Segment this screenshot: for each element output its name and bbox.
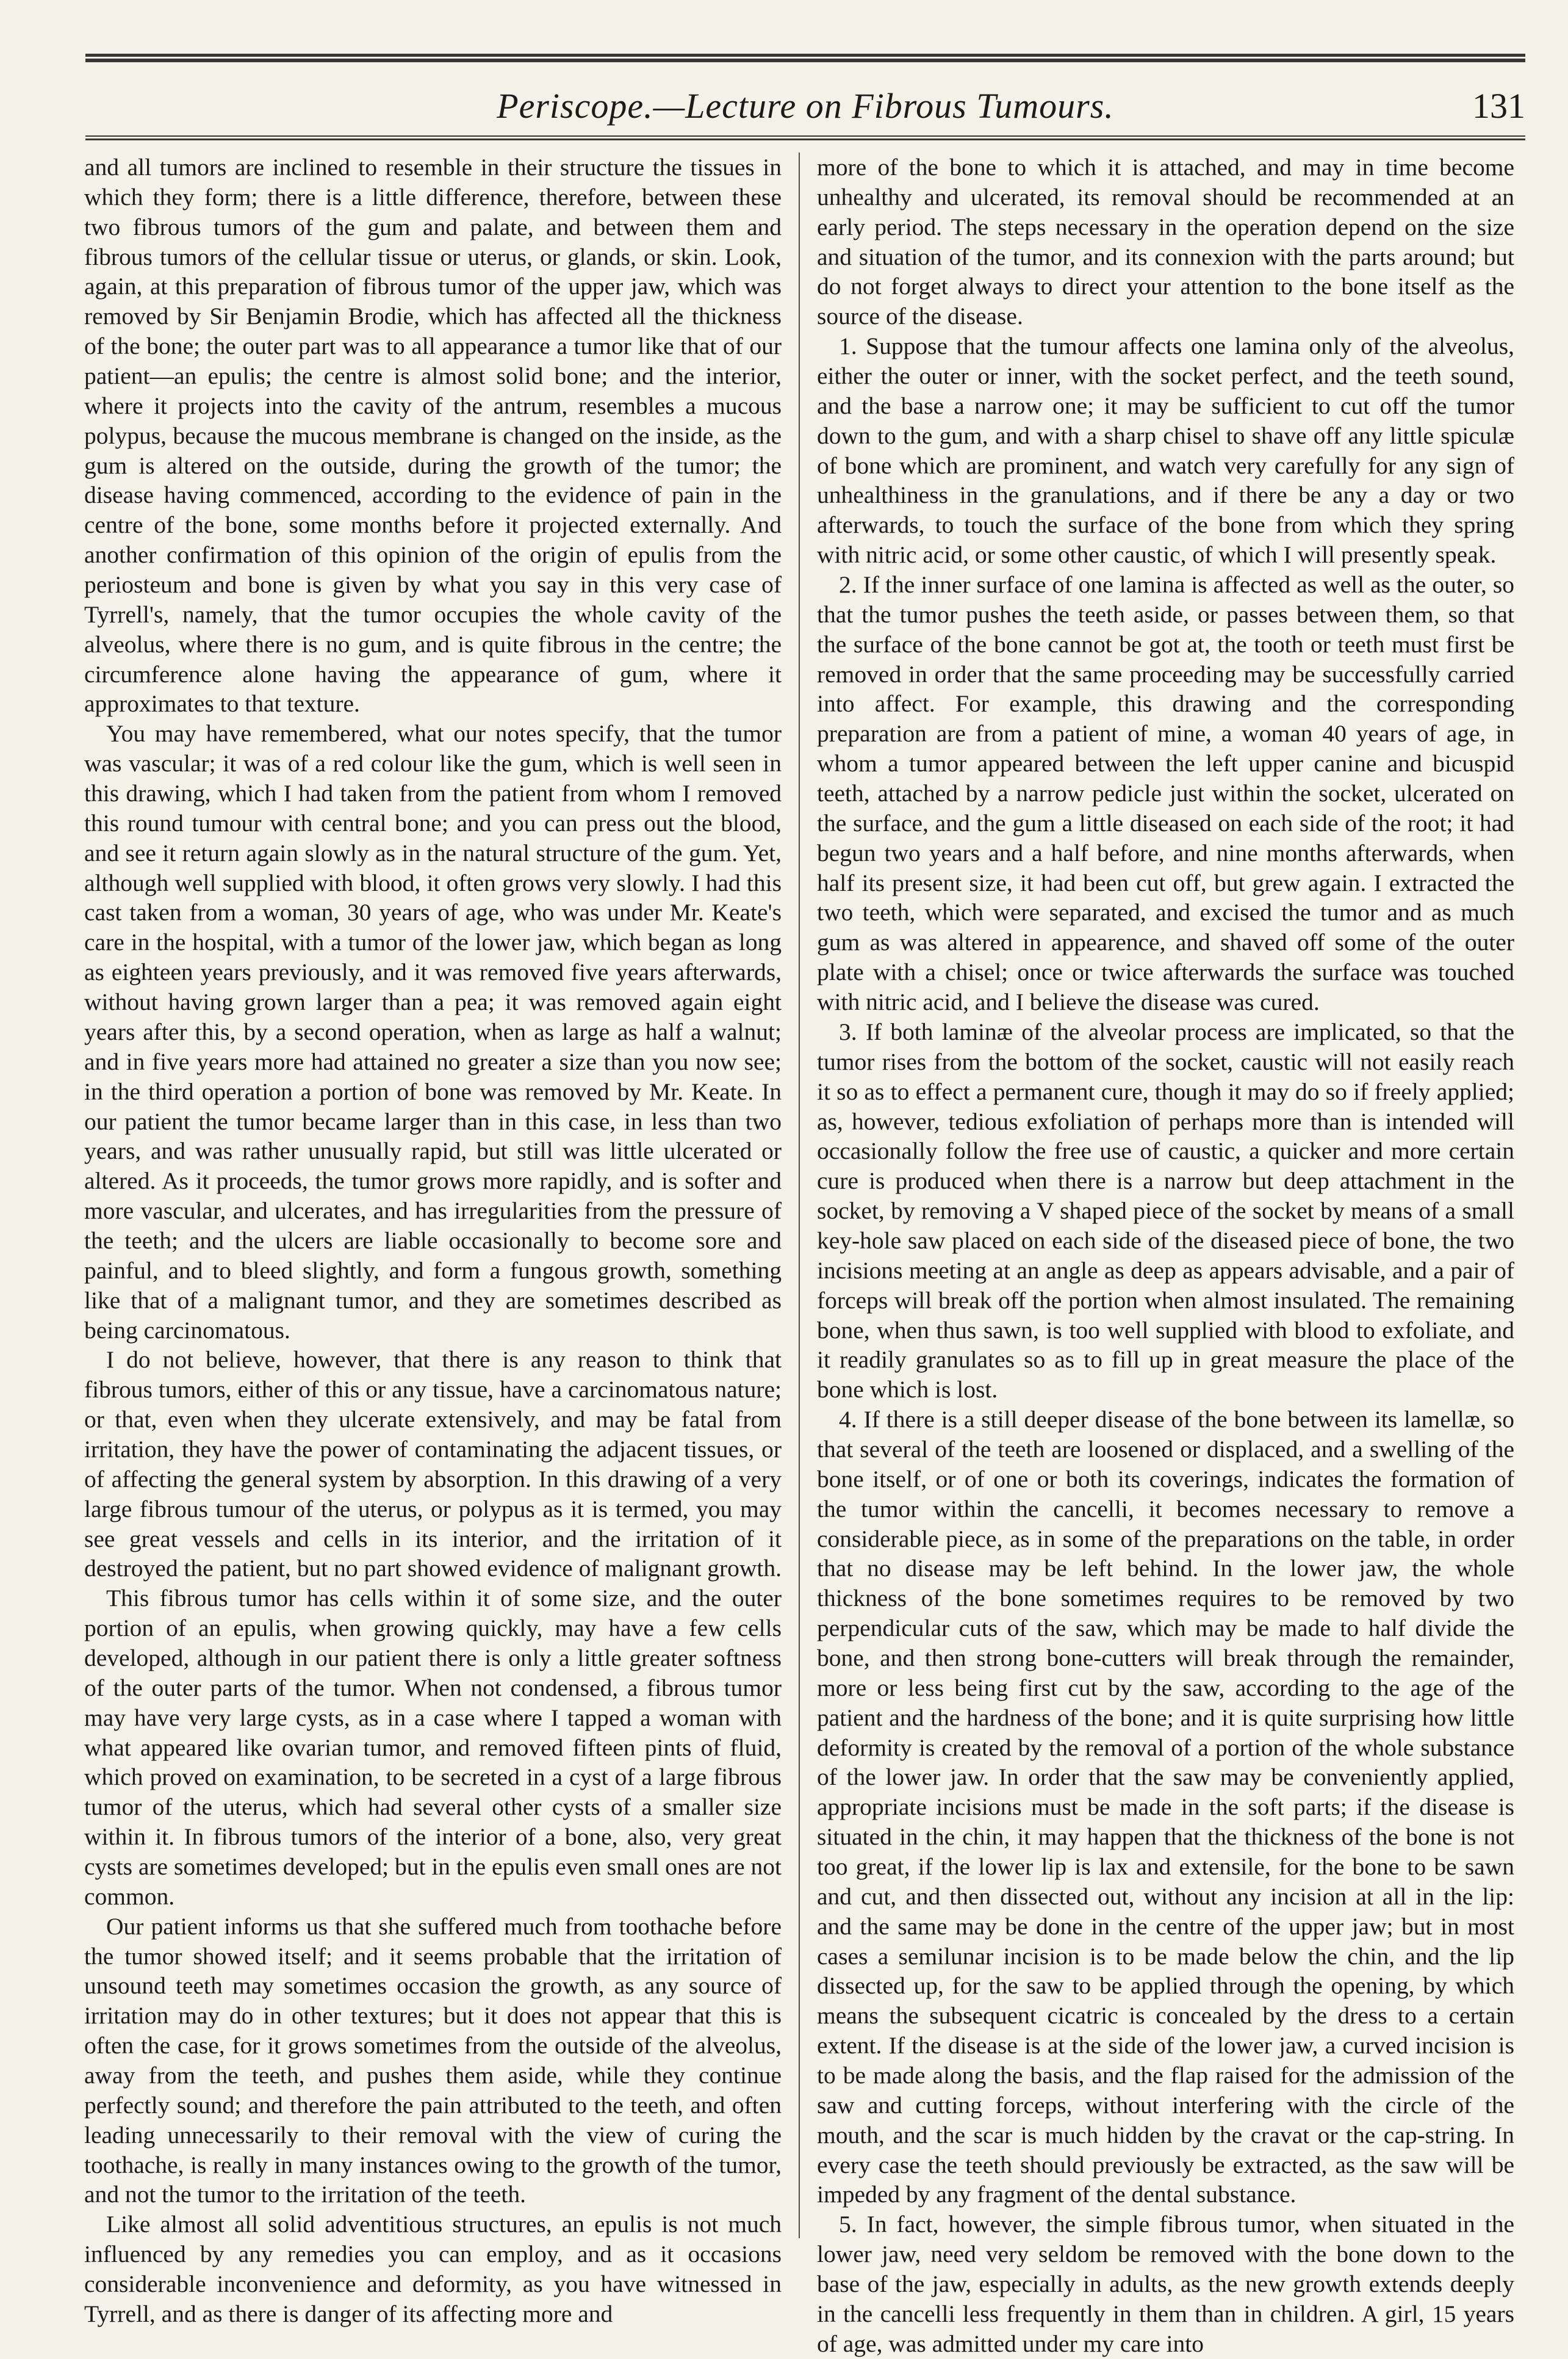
- header-rule: [85, 135, 1525, 140]
- page-number: 131: [1472, 86, 1525, 126]
- running-head: Periscope.—Lecture on Fibrous Tumours.: [497, 86, 1114, 126]
- paragraph: 3. If both laminæ of the alveolar process are implicated, so that the tumor rises from the bottom of the socket, caustic will not easily reach it so as to effect a permanent cure, though it may do so if freely applied; as, however, tedious exfoliation of perhaps more than is intended will occasionally follow the free use of caustic, a quicker and more certain cure is produced when there is a narrow but deep attachment in the socket, by removing a V shaped piece of the socket by means of a small key-hole saw placed on each side of the diseased piece of bone, the two incisions meeting at an angle as deep as appears advisable, and a pair of forceps will break off the portion when almost insulated. The remaining bone, when thus sawn, is too well supplied with blood to exfoliate, and it readily granulates so as to fill up in great measure the place of the bone which is lost.: [817, 1018, 1514, 1403]
- paragraph: 5. In fact, however, the simple fibrous tumor, when situated in the lower jaw, need very seldom be removed with the bone down to the base of the jaw, especially in adults, as the new growth extends deeply in the cancelli less frequently in them than in children. A girl, 15 years of age, was admitted under my care into: [817, 2211, 1514, 2357]
- right-column: [799, 153, 1531, 2357]
- paragraph: Our patient informs us that she suffered much from toothache before the tumor showed itself; and it seems probable that the irritation of unsound teeth may sometimes occasion the growth, as any source of irritation may do in other textures; but it does not appear that this is often the case, for it grows sometimes from the outside of the alveolus, away from the teeth, and pushes them aside, while they continue perfectly sound; and therefore the pain attributed to the teeth, and often leading unnecessarily to their removal with the view of curing the toothache, is really in many instances owing to the growth of the tumor, and not the tumor to the irritation of the teeth.: [84, 1912, 782, 2208]
- top-double-rule: [85, 54, 1525, 62]
- paragraph: This fibrous tumor has cells within it of some size, and the outer portion of an epulis, when growing quickly, may have a few cells developed, although in our patient there is only a little greater softness of the outer parts of the tumor. When not condensed, a fibrous tumor may have very large cysts, as in a case where I tapped a woman with what appeared like ovarian tumor, and removed fifteen pints of fluid, which proved on examination, to be secreted in a cyst of a large fibrous tumor of the uterus, which had several other cysts of a smaller size within it. In fibrous tumors of the interior of a bone, also, very great cysts are sometimes developed; but in the epulis even small ones are not common.: [84, 1585, 782, 1910]
- left-column: [67, 153, 799, 2327]
- paragraph: You may have remembered, what our notes specify, that the tumor was vascular; it was of a red colour like the gum, which is well seen in this drawing, which I had taken from the patient from whom I removed this round tumour with central bone; and you can press out the blood, and see it return again slowly as in the natural structure of the gum. Yet, although well supplied with blood, it often grows very slowly. I had this cast taken from a woman, 30 years of age, who was under Mr. Keate's care in the hospital, with a tumor of the lower jaw, which began as long as eighteen years previously, and it was removed five years afterwards, without having grown larger than a pea; it was removed again eight years after this, by a second operation, when as large as half a walnut; and in five years more had attained no greater a size than you now see; in the third operation a portion of bone was removed by Mr. Keate. In our patient the tumor became larger than in this case, in less than two years, and was rather unusually rapid, but still was little ulcerated or altered. As it proceeds, the tumor grows more rapidly, and is softer and more vascular, and ulcerates, and has irregularities from the pressure of the teeth; and the ulcers are liable occasionally to become sore and painful, and to bleed slightly, and form a fungous growth, something like that of a malignant tumor, and they are sometimes described as being carcinomatous.: [84, 720, 782, 1344]
- text-columns: [67, 153, 1531, 2357]
- paragraph: 4. If there is a still deeper disease of the bone between its lamellæ, so that several of the teeth are loosened or displaced, and a swelling of the bone itself, or of one or both its coverings, indicates the formation of the tumor within the cancelli, it becomes necessary to remove a considerable piece, as in some of the preparations on the table, in order that no disease may be left behind. In the lower jaw, the whole thickness of the bone sometimes requires to be removed by two perpendicular cuts of the saw, which may be made to half divide the bone, and then strong bone-cutters will break through the remainder, more or less being first cut by the saw, according to the age of the patient and the hardness of the bone; and it is quite surprising how little deformity is created by the removal of a portion of the whole substance of the lower jaw. In order that the saw may be conveniently applied, appropriate incisions must be made in the soft parts; if the disease is situated in the chin, it may happen that the thickness of the bone is not too great, if the lower lip is lax and extensile, for the bone to be sawn and cut, and then dissected out, without any incision at all in the lip: and the same may be done in the centre of the upper jaw; but in most cases a semilunar incision is to be made below the chin, and the lip dissected up, for the saw to be applied through the opening, by which means the subsequent cicatric is concealed by the dress to a certain extent. If the disease is at the side of the lower jaw, a curved incision is to be made along the basis, and the flap raised for the admission of the saw and cutting forceps, without interfering with the circle of the mouth, and the scar is much hidden by the cravat or the cap-string. In every case the teeth should previously be extracted, as the saw will be impeded by any fragment of the dental substance.: [817, 1406, 1514, 2208]
- paragraph: and all tumors are inclined to resemble in their structure the tissues in which they form; there is a little difference, therefore, between these two fibrous tumors of the gum and palate, and between them and fibrous tumors of the cellular tissue or uterus, or glands, or skin. Look, again, at this preparation of fibrous tumor of the upper jaw, which was removed by Sir Benjamin Brodie, which has affected all the thickness of the bone; the outer part was to all appearance a tumor like that of our patient—an epulis; the centre is almost solid bone; and the interior, where it projects into the cavity of the antrum, resembles a mucous polypus, because the mucous membrane is changed on the inside, as the gum is altered on the outside, during the growth of the tumor; the disease having commenced, according to the evidence of pain in the centre of the bone, some months before it projected externally. And another confirmation of this opinion of the origin of epulis from the periosteum and bone is given by what you say in this very case of Tyrrell's, namely, that the tumor occupies the whole cavity of the alveolus, where there is no gum, and is quite fibrous in the centre; the circumference alone having the appearance of gum, where it approximates to that texture.: [84, 154, 782, 718]
- paragraph: 1. Suppose that the tumour affects one lamina only of the alveolus, either the outer or inner, with the socket perfect, and the teeth sound, and the base a narrow one; it may be sufficient to cut off the tumor down to the gum, and with a sharp chisel to shave off any little spiculæ of bone which are prominent, and watch very carefully for any sign of unhealthiness in the granulations, and if there be any a day or two afterwards, to touch the surface of the bone from which they spring with nitric acid, or some other caustic, of which I will presently speak.: [817, 333, 1514, 569]
- page-header: [85, 79, 1525, 134]
- paragraph: Like almost all solid adventitious structures, an epulis is not much influenced by any remedies you can employ, and as it occasions considerable inconvenience and deformity, as you have witnessed in Tyrrell, and as there is danger of its affecting more and: [84, 2211, 782, 2327]
- paragraph: more of the bone to which it is attached, and may in time become unhealthy and ulcerated, its removal should be recommended at an early period. The steps necessary in the operation depend on the size and situation of the tumor, and its connexion with the parts around; but do not forget always to direct your attention to the bone itself as the source of the disease.: [817, 154, 1514, 330]
- paragraph: I do not believe, however, that there is any reason to think that fibrous tumors, either of this or any tissue, have a carcinomatous nature; or that, even when they ulcerate extensively, and may be fatal from irritation, they have the power of contaminating the adjacent tissues, or of affecting the general system by absorption. In this drawing of a very large fibrous tumour of the uterus, or polypus as it is termed, you may see great vessels and cells in its interior, and the irritation of it destroyed the patient, but no part showed evidence of malignant growth.: [84, 1346, 782, 1582]
- paragraph: 2. If the inner surface of one lamina is affected as well as the outer, so that the tumor pushes the teeth aside, or passes between them, so that the surface of the bone cannot be got at, the tooth or teeth must first be removed in order that the same proceeding may be successfully carried into affect. For example, this drawing and the corresponding preparation are from a patient of mine, a woman 40 years of age, in whom a tumor appeared between the left upper canine and bicuspid teeth, attached by a narrow pedicle just within the socket, ulcerated on the surface, and the gum a little diseased on each side of the root; it had begun two years and a half before, and nine months afterwards, when half its present size, it had been cut off, but grew again. I extracted the two teeth, which were separated, and excised the tumor and as much gum as was altered in appearence, and shaved off some of the outer plate with a chisel; once or twice afterwards the surface was touched with nitric acid, and I believe the disease was cured.: [817, 571, 1514, 1016]
